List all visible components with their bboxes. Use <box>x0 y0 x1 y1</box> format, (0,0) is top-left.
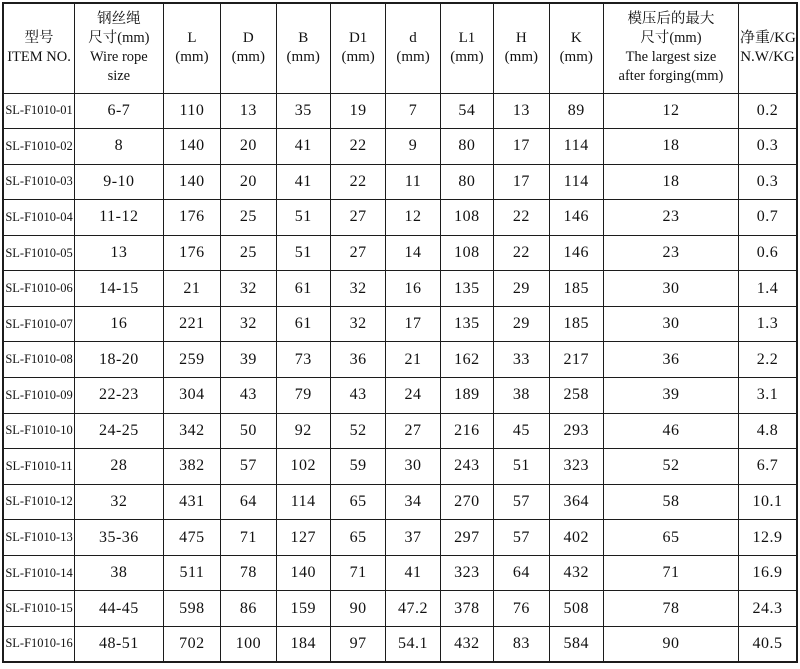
table-cell: 39 <box>603 378 738 414</box>
table-cell: 65 <box>603 520 738 556</box>
header-line: D1 <box>348 30 368 47</box>
table-cell: 64 <box>494 555 549 591</box>
item-no-cell: SL-F1010-10 <box>3 413 75 449</box>
table-cell: 475 <box>163 520 220 556</box>
table-cell: 27 <box>330 200 385 236</box>
table-cell: 6-7 <box>75 93 164 129</box>
table-cell: 110 <box>163 93 220 129</box>
table-cell: 176 <box>163 235 220 271</box>
table-cell: 17 <box>494 129 549 165</box>
table-cell: 185 <box>549 306 603 342</box>
table-cell: 30 <box>603 271 738 307</box>
table-cell: 100 <box>221 626 276 662</box>
table-cell: 52 <box>330 413 385 449</box>
table-row <box>3 129 797 165</box>
table-cell: 38 <box>75 555 164 591</box>
table-cell: 41 <box>276 129 330 165</box>
table-cell: 259 <box>163 342 220 378</box>
table-cell: 64 <box>221 484 276 520</box>
table-cell: 29 <box>494 306 549 342</box>
header-line: (mm) <box>504 49 538 66</box>
table-cell: 50 <box>221 413 276 449</box>
table-cell: 14-15 <box>75 271 164 307</box>
table-cell: 29 <box>494 271 549 307</box>
header-line: (mm) <box>175 49 209 66</box>
table-cell: 159 <box>276 591 330 627</box>
table-cell: 102 <box>276 449 330 485</box>
table-cell: 46 <box>603 413 738 449</box>
table-cell: 221 <box>163 306 220 342</box>
table-cell: 37 <box>386 520 440 556</box>
table-cell: 27 <box>330 235 385 271</box>
table-cell: 57 <box>494 484 549 520</box>
table-row <box>3 93 797 129</box>
table-cell: 1.3 <box>738 306 797 342</box>
table-cell: 189 <box>440 378 493 414</box>
table-row <box>3 520 797 556</box>
table-cell: 146 <box>549 235 603 271</box>
header-cell-net-weight <box>738 3 797 93</box>
table-cell: 32 <box>75 484 164 520</box>
table-cell: 25 <box>221 200 276 236</box>
header-cell-wire-rope-size <box>75 3 164 93</box>
header-line: (mm) <box>341 49 375 66</box>
table-cell: 61 <box>276 271 330 307</box>
table-cell: 44-45 <box>75 591 164 627</box>
table-cell: 18-20 <box>75 342 164 378</box>
table-cell: 32 <box>221 271 276 307</box>
table-cell: 79 <box>276 378 330 414</box>
table-cell: 598 <box>163 591 220 627</box>
table-cell: 97 <box>330 626 385 662</box>
item-no-cell: SL-F1010-01 <box>3 93 75 129</box>
table-cell: 12 <box>386 200 440 236</box>
item-no-cell: SL-F1010-12 <box>3 484 75 520</box>
table-cell: 61 <box>276 306 330 342</box>
table-cell: 21 <box>386 342 440 378</box>
table-cell: 17 <box>494 164 549 200</box>
table-cell: 216 <box>440 413 493 449</box>
table-cell: 114 <box>549 164 603 200</box>
table-cell: 0.3 <box>738 129 797 165</box>
header-line: ITEM NO. <box>7 49 71 66</box>
table-cell: 45 <box>494 413 549 449</box>
table-row <box>3 555 797 591</box>
header-line: 尺寸(mm) <box>640 30 702 47</box>
item-no-cell: SL-F1010-06 <box>3 271 75 307</box>
table-cell: 293 <box>549 413 603 449</box>
header-cell-item-no <box>3 3 75 93</box>
table-cell: 22 <box>330 164 385 200</box>
table-cell: 80 <box>440 129 493 165</box>
table-row <box>3 342 797 378</box>
table-cell: 34 <box>386 484 440 520</box>
header-cell-B <box>276 3 330 93</box>
table-cell: 0.2 <box>738 93 797 129</box>
table-cell: 54.1 <box>386 626 440 662</box>
table-cell: 3.1 <box>738 378 797 414</box>
table-cell: 24-25 <box>75 413 164 449</box>
table-cell: 48-51 <box>75 626 164 662</box>
table-cell: 21 <box>163 271 220 307</box>
table-row <box>3 484 797 520</box>
table-cell: 43 <box>221 378 276 414</box>
table-cell: 135 <box>440 271 493 307</box>
table-cell: 140 <box>276 555 330 591</box>
table-cell: 11-12 <box>75 200 164 236</box>
table-cell: 32 <box>330 271 385 307</box>
table-cell: 402 <box>549 520 603 556</box>
header-row <box>3 3 797 93</box>
table-cell: 80 <box>440 164 493 200</box>
table-cell: 16 <box>75 306 164 342</box>
header-line: (mm) <box>559 49 593 66</box>
table-cell: 508 <box>549 591 603 627</box>
table-cell: 89 <box>549 93 603 129</box>
item-no-cell: SL-F1010-15 <box>3 591 75 627</box>
table-cell: 702 <box>163 626 220 662</box>
table-cell: 35-36 <box>75 520 164 556</box>
header-line: D <box>242 30 254 47</box>
table-cell: 8 <box>75 129 164 165</box>
header-line: The largest size <box>625 49 717 66</box>
table-cell: 41 <box>276 164 330 200</box>
header-line: size <box>107 68 131 85</box>
table-cell: 382 <box>163 449 220 485</box>
table-row <box>3 591 797 627</box>
table-cell: 90 <box>330 591 385 627</box>
table-cell: 58 <box>603 484 738 520</box>
table-cell: 54 <box>440 93 493 129</box>
table-cell: 78 <box>603 591 738 627</box>
table-cell: 32 <box>330 306 385 342</box>
table-cell: 23 <box>603 200 738 236</box>
item-no-cell: SL-F1010-16 <box>3 626 75 662</box>
table-cell: 36 <box>330 342 385 378</box>
header-line: K <box>570 30 582 47</box>
table-cell: 19 <box>330 93 385 129</box>
header-line: L1 <box>458 30 476 47</box>
table-cell: 297 <box>440 520 493 556</box>
table-cell: 23 <box>603 235 738 271</box>
table-cell: 243 <box>440 449 493 485</box>
item-no-cell: SL-F1010-13 <box>3 520 75 556</box>
table-cell: 22 <box>330 129 385 165</box>
header-line: 型号 <box>24 30 54 47</box>
table-cell: 18 <box>603 164 738 200</box>
table-cell: 16.9 <box>738 555 797 591</box>
header-cell-K <box>549 3 603 93</box>
table-cell: 108 <box>440 200 493 236</box>
table-cell: 584 <box>549 626 603 662</box>
table-cell: 0.7 <box>738 200 797 236</box>
table-cell: 86 <box>221 591 276 627</box>
table-cell: 73 <box>276 342 330 378</box>
table-cell: 176 <box>163 200 220 236</box>
table-cell: 78 <box>221 555 276 591</box>
header-line: 尺寸(mm) <box>88 30 150 47</box>
table-cell: 57 <box>494 520 549 556</box>
item-no-cell: SL-F1010-03 <box>3 164 75 200</box>
table-cell: 0.6 <box>738 235 797 271</box>
table-cell: 59 <box>330 449 385 485</box>
table-cell: 65 <box>330 484 385 520</box>
table-cell: 71 <box>221 520 276 556</box>
table-cell: 323 <box>549 449 603 485</box>
header-cell-H <box>494 3 549 93</box>
table-cell: 36 <box>603 342 738 378</box>
header-line: Wire rope <box>89 49 148 66</box>
table-cell: 7 <box>386 93 440 129</box>
table-cell: 83 <box>494 626 549 662</box>
table-cell: 30 <box>386 449 440 485</box>
header-line: 钢丝绳 <box>97 11 141 28</box>
table-cell: 135 <box>440 306 493 342</box>
table-cell: 270 <box>440 484 493 520</box>
table-cell: 27 <box>386 413 440 449</box>
table-cell: 114 <box>549 129 603 165</box>
table-cell: 92 <box>276 413 330 449</box>
table-cell: 24 <box>386 378 440 414</box>
item-no-cell: SL-F1010-07 <box>3 306 75 342</box>
table-row <box>3 378 797 414</box>
table-row <box>3 164 797 200</box>
table-cell: 22-23 <box>75 378 164 414</box>
table-cell: 13 <box>221 93 276 129</box>
table-cell: 90 <box>603 626 738 662</box>
table-cell: 16 <box>386 271 440 307</box>
table-cell: 217 <box>549 342 603 378</box>
table-cell: 184 <box>276 626 330 662</box>
table-cell: 6.7 <box>738 449 797 485</box>
table-cell: 24.3 <box>738 591 797 627</box>
table-row <box>3 200 797 236</box>
table-row <box>3 306 797 342</box>
header-cell-d <box>386 3 440 93</box>
table-cell: 76 <box>494 591 549 627</box>
table-cell: 12 <box>603 93 738 129</box>
table-row <box>3 413 797 449</box>
table-cell: 162 <box>440 342 493 378</box>
header-line: after forging(mm) <box>618 68 724 85</box>
table-cell: 32 <box>221 306 276 342</box>
header-line: d <box>409 30 417 47</box>
table-cell: 11 <box>386 164 440 200</box>
table-cell: 28 <box>75 449 164 485</box>
header-line: L <box>187 30 197 47</box>
item-no-cell: SL-F1010-14 <box>3 555 75 591</box>
header-line: (mm) <box>231 49 265 66</box>
table-cell: 14 <box>386 235 440 271</box>
header-cell-D <box>221 3 276 93</box>
item-no-cell: SL-F1010-08 <box>3 342 75 378</box>
table-cell: 33 <box>494 342 549 378</box>
table-cell: 185 <box>549 271 603 307</box>
table-cell: 25 <box>221 235 276 271</box>
table-cell: 304 <box>163 378 220 414</box>
table-cell: 47.2 <box>386 591 440 627</box>
table-cell: 1.4 <box>738 271 797 307</box>
table-header <box>3 3 797 93</box>
table-cell: 432 <box>549 555 603 591</box>
header-cell-largest-size-after-forging <box>603 3 738 93</box>
table-cell: 9-10 <box>75 164 164 200</box>
table-cell: 18 <box>603 129 738 165</box>
table-cell: 127 <box>276 520 330 556</box>
table-cell: 323 <box>440 555 493 591</box>
table-cell: 51 <box>276 200 330 236</box>
table-cell: 114 <box>276 484 330 520</box>
table-cell: 0.3 <box>738 164 797 200</box>
item-no-cell: SL-F1010-09 <box>3 378 75 414</box>
header-line: 净重/KG <box>739 30 796 47</box>
header-line: (mm) <box>286 49 320 66</box>
spec-table <box>2 2 798 663</box>
table-cell: 12.9 <box>738 520 797 556</box>
table-cell: 39 <box>221 342 276 378</box>
header-line: 模压后的最大 <box>627 11 715 28</box>
table-body <box>3 93 797 662</box>
table-cell: 431 <box>163 484 220 520</box>
header-cell-L1 <box>440 3 493 93</box>
table-cell: 258 <box>549 378 603 414</box>
table-cell: 108 <box>440 235 493 271</box>
header-cell-D1 <box>330 3 385 93</box>
table-cell: 342 <box>163 413 220 449</box>
table-cell: 35 <box>276 93 330 129</box>
table-cell: 22 <box>494 200 549 236</box>
item-no-cell: SL-F1010-04 <box>3 200 75 236</box>
header-line: H <box>515 30 527 47</box>
table-cell: 13 <box>494 93 549 129</box>
table-row <box>3 449 797 485</box>
table-cell: 71 <box>603 555 738 591</box>
item-no-cell: SL-F1010-02 <box>3 129 75 165</box>
table-cell: 57 <box>221 449 276 485</box>
table-row <box>3 626 797 662</box>
table-cell: 30 <box>603 306 738 342</box>
table-cell: 51 <box>494 449 549 485</box>
table-cell: 41 <box>386 555 440 591</box>
table-row <box>3 235 797 271</box>
header-line: (mm) <box>450 49 484 66</box>
header-line: N.W/KG <box>740 49 795 66</box>
table-cell: 140 <box>163 129 220 165</box>
header-line: (mm) <box>396 49 430 66</box>
table-cell: 2.2 <box>738 342 797 378</box>
header-line: B <box>298 30 309 47</box>
item-no-cell: SL-F1010-11 <box>3 449 75 485</box>
table-cell: 65 <box>330 520 385 556</box>
table-row <box>3 271 797 307</box>
table-cell: 40.5 <box>738 626 797 662</box>
table-cell: 43 <box>330 378 385 414</box>
table-cell: 432 <box>440 626 493 662</box>
table-cell: 10.1 <box>738 484 797 520</box>
table-cell: 9 <box>386 129 440 165</box>
table-cell: 51 <box>276 235 330 271</box>
table-cell: 52 <box>603 449 738 485</box>
table-cell: 4.8 <box>738 413 797 449</box>
table-cell: 38 <box>494 378 549 414</box>
table-cell: 17 <box>386 306 440 342</box>
table-cell: 22 <box>494 235 549 271</box>
table-cell: 13 <box>75 235 164 271</box>
table-cell: 140 <box>163 164 220 200</box>
header-cell-L <box>163 3 220 93</box>
table-cell: 20 <box>221 164 276 200</box>
item-no-cell: SL-F1010-05 <box>3 235 75 271</box>
table-cell: 378 <box>440 591 493 627</box>
table-cell: 71 <box>330 555 385 591</box>
table-cell: 511 <box>163 555 220 591</box>
table-cell: 364 <box>549 484 603 520</box>
table-cell: 20 <box>221 129 276 165</box>
table-cell: 146 <box>549 200 603 236</box>
